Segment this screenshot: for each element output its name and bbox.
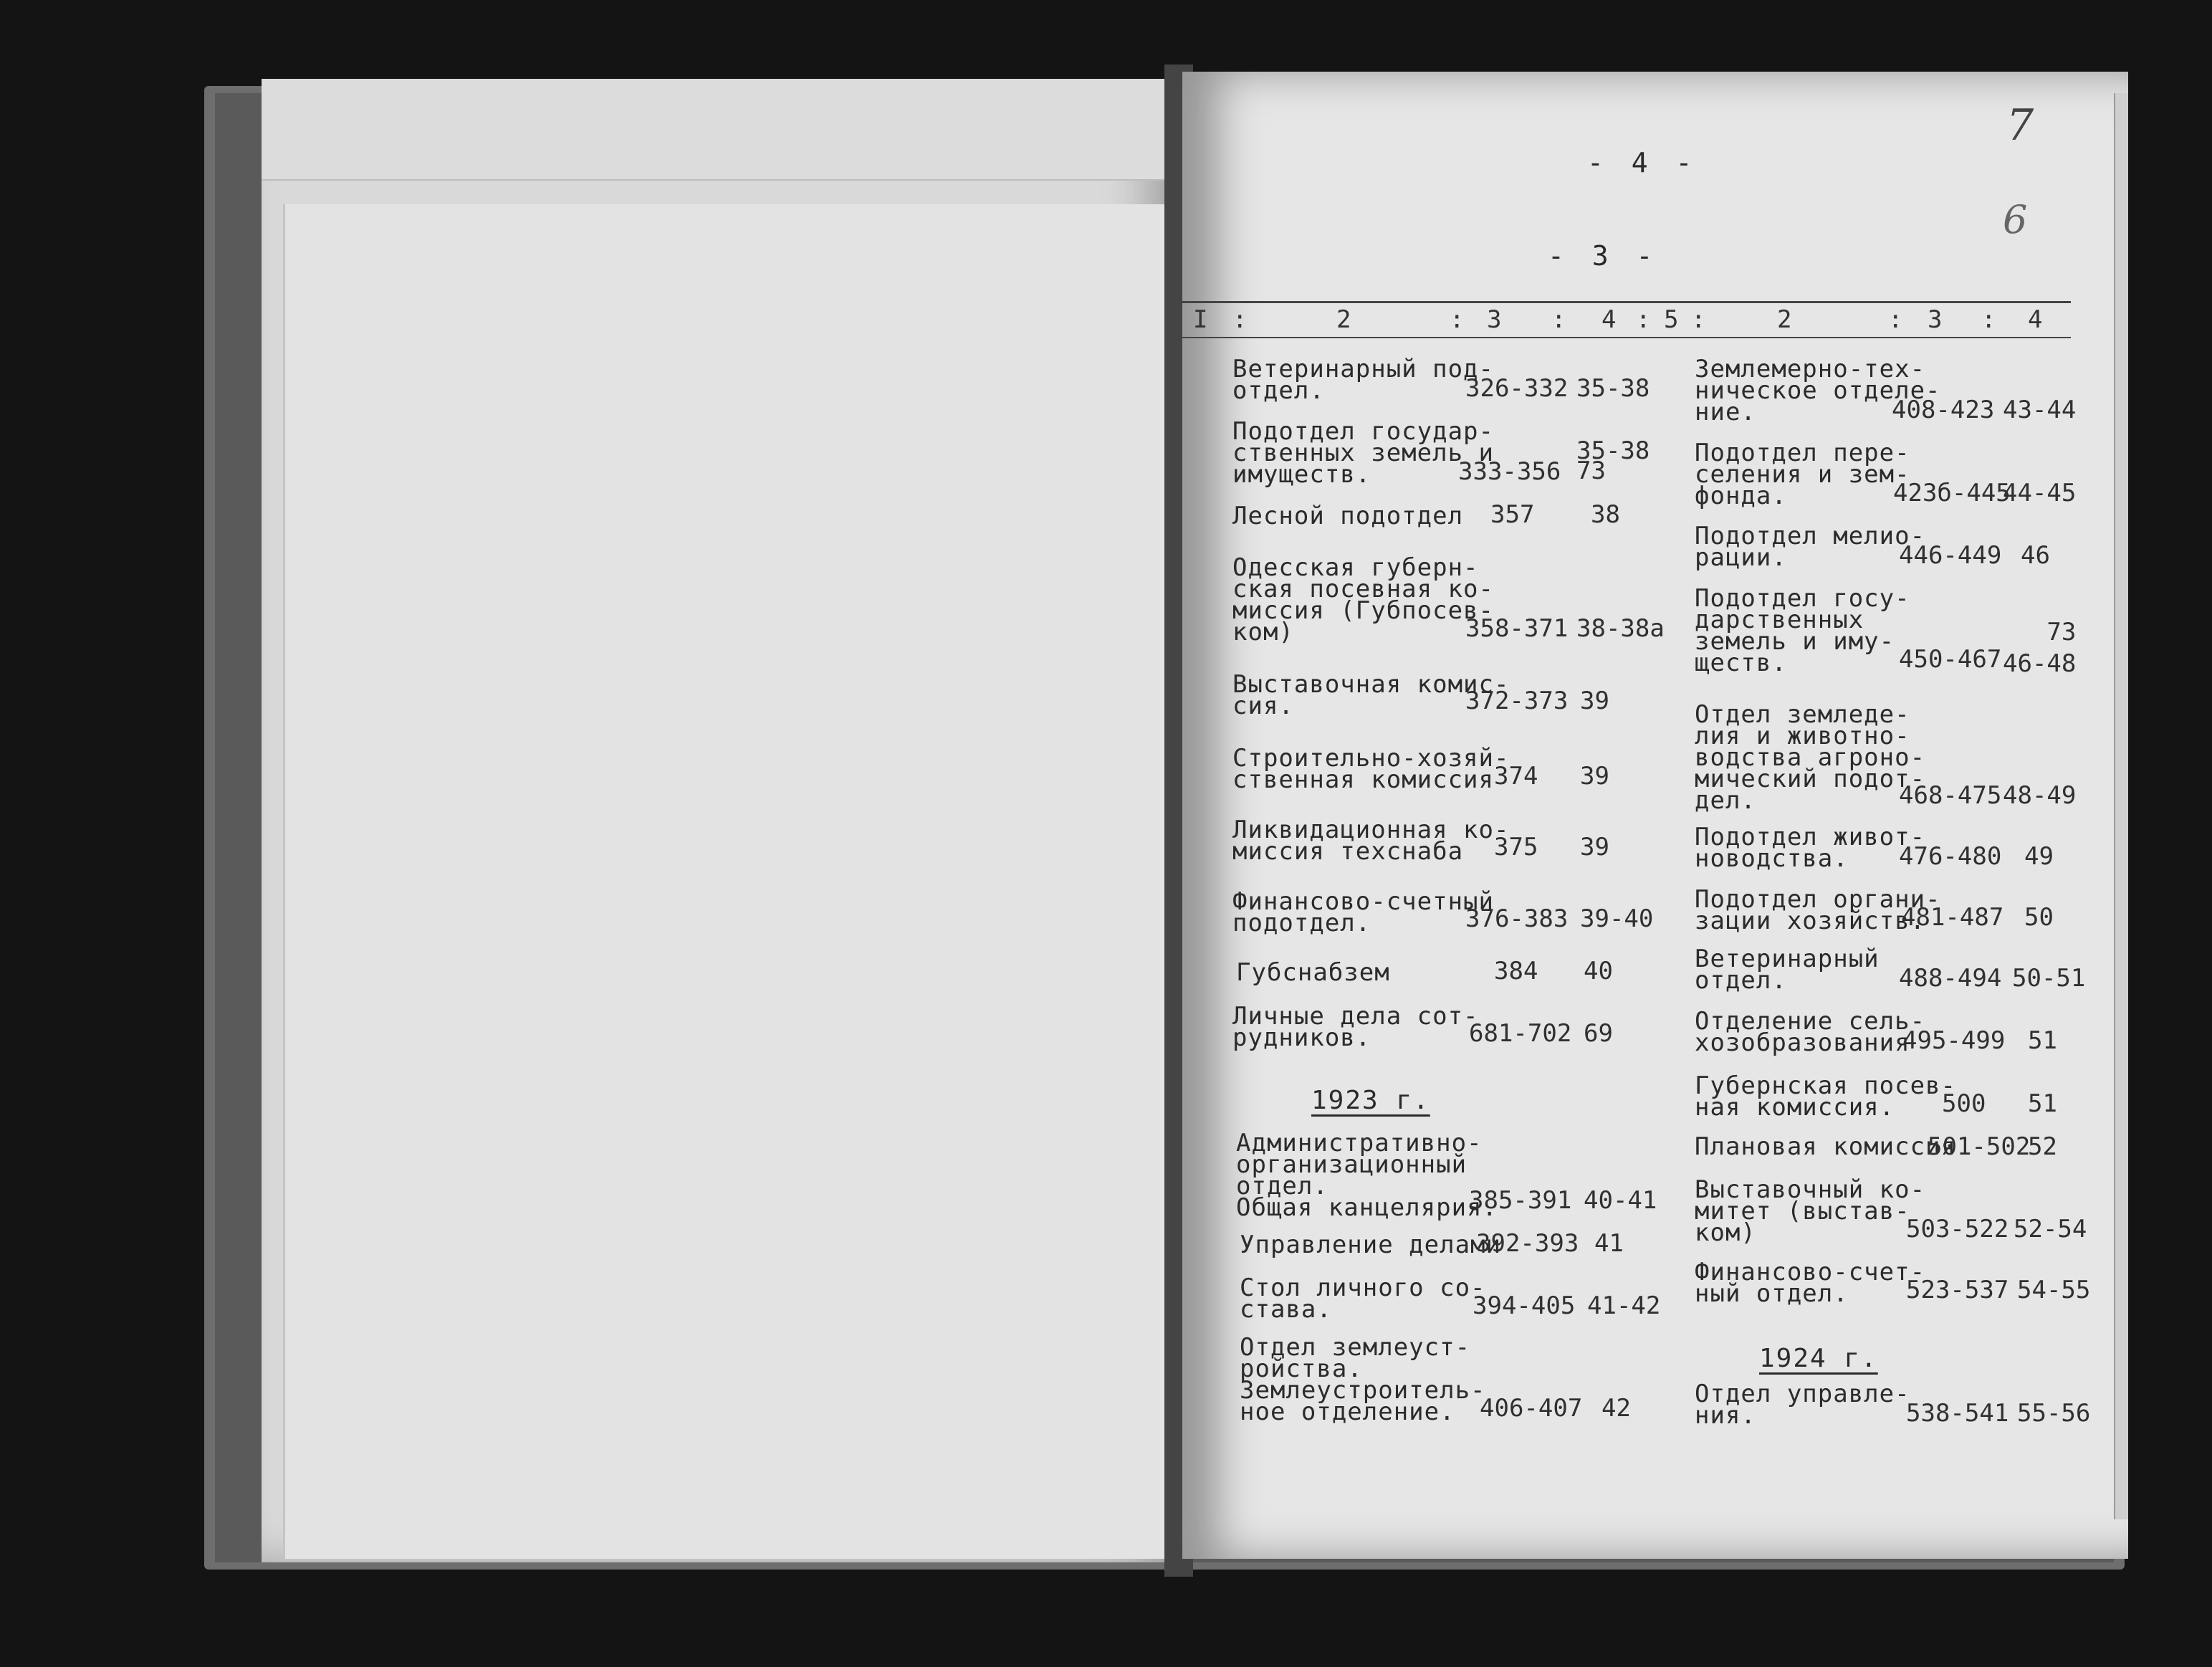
entry-cases: 394-405: [1473, 1291, 1576, 1320]
page-number-lower: - 3 -: [1548, 240, 1659, 272]
entry-sheets: 43-44: [2003, 396, 2077, 424]
entry-cases: 372-373: [1465, 687, 1569, 715]
entry-name: Подотдел органи- зации хозяйств.: [1695, 885, 1941, 935]
entry-cases: 500: [1942, 1089, 1986, 1118]
entry-name: Лесной подотдел: [1232, 502, 1464, 530]
entry-cases: 333-356: [1458, 457, 1561, 486]
entry-cases: 523-537: [1906, 1276, 2009, 1304]
entry-sheets: 42: [1601, 1394, 1631, 1423]
entry-name: Административно- организационный отдел. Общая канцелярия.: [1236, 1129, 1498, 1222]
entry-sheets: 49: [2024, 842, 2054, 871]
entry-sheets: 46: [2021, 541, 2050, 570]
entry-sheets: 39: [1580, 833, 1609, 861]
entry-sheets: 52: [2028, 1132, 2057, 1161]
entry-cases: 376-383: [1465, 904, 1569, 933]
entry-name: Отдел землеуст- ройства. Землеустроитель- ное отделение.: [1240, 1333, 1486, 1426]
entry-name: Ликвидационная ко- миссия техснаба: [1232, 816, 1510, 866]
entry-sheets: 52-54: [2014, 1215, 2087, 1243]
entry-cases: 488-494: [1899, 964, 2002, 993]
entry-sheets: 54-55: [2017, 1276, 2091, 1304]
col-header-sep: :: [1636, 305, 1651, 334]
col-header-5: 5: [1664, 305, 1679, 334]
entry-cases: 374: [1494, 762, 1538, 790]
entry-name: Плановая комиссия: [1695, 1132, 1956, 1161]
entry-cases: 681-702: [1469, 1019, 1572, 1048]
header-rule-top: [1182, 301, 2071, 303]
entry-sheets: 50: [2024, 903, 2054, 932]
entry-cases: 468-475: [1899, 781, 2002, 810]
entry-name: Подотдел госу- дарственных земель и иму- ществ.: [1695, 584, 1910, 677]
entry-name: Подотдел мелио- рации.: [1695, 522, 1926, 572]
col-header-sep: :: [1691, 305, 1706, 334]
entry-sheets: 39-40: [1580, 904, 1654, 933]
entry-sheets: 51: [2028, 1026, 2057, 1055]
year-heading-1923: 1923 г.: [1311, 1086, 1430, 1115]
entry-name: Одесская губерн- ская посевная ко- миссия (Губпосев- ком): [1232, 553, 1494, 646]
entry-cases: 538-541: [1906, 1399, 2009, 1428]
entry-sheets: 38: [1591, 500, 1620, 529]
col-header-sep: :: [1551, 305, 1566, 334]
handwritten-sheet-number-top: 7: [2006, 100, 2034, 151]
col-header-4: 4: [1601, 305, 1617, 334]
entry-cases: 503-522: [1906, 1215, 2009, 1243]
entry-cases: 501-502: [1928, 1132, 2031, 1161]
right-page-edge: [2114, 93, 2128, 1519]
entry-name: Личные дела сот- рудников.: [1232, 1002, 1479, 1052]
col-header-sep: :: [1888, 305, 1903, 334]
entry-cases: 481-487: [1901, 903, 2004, 932]
left-page-inner-sheet: [283, 204, 1177, 1559]
col-header-3: 3: [1487, 305, 1502, 334]
header-rule-bottom: [1182, 337, 2071, 338]
entry-name: Отделение сель- хозобразования: [1695, 1007, 1926, 1057]
page-number-upper: - 4 -: [1587, 147, 1698, 178]
entry-sheets: 39: [1580, 762, 1609, 790]
entry-cases: 406-407: [1480, 1394, 1583, 1423]
entry-name: Подотдел живот- новодства.: [1695, 823, 1926, 873]
entry-cases: 384: [1494, 957, 1538, 985]
entry-cases: 357: [1490, 500, 1535, 529]
entry-sheets: 69: [1584, 1019, 1613, 1048]
entry-name: Выставочная комис- сия.: [1232, 670, 1510, 720]
entry-name: Выставочный ко- митет (выстав- ком): [1695, 1175, 1926, 1247]
col-header-2: 2: [1336, 305, 1351, 334]
entry-name: Подотдел государ- ственных земель и имуществ.: [1232, 417, 1494, 489]
entry-name: Отдел управле- ния.: [1695, 1380, 1910, 1430]
entry-name: Губснабзем: [1236, 958, 1390, 987]
entry-name: Управление делами: [1240, 1231, 1501, 1259]
entry-cases: 495-499: [1902, 1026, 2006, 1055]
col-header-2b: 2: [1777, 305, 1792, 334]
entry-cases: 375: [1494, 833, 1538, 861]
entry-sheets: 50-51: [2012, 964, 2086, 993]
col-header-sep: :: [1450, 305, 1465, 334]
entry-cases: 423б-445: [1893, 479, 2011, 507]
entry-name: Стол личного со- става.: [1240, 1274, 1486, 1324]
entry-sheets: 38-38а: [1576, 614, 1665, 643]
entry-name: Финансово-счетный подотдел.: [1232, 887, 1494, 937]
entry-cases: 392-393: [1476, 1229, 1579, 1258]
entry-name: Землемерно-тех- ническое отделе- ние.: [1695, 355, 1941, 426]
entry-cases: 408-423: [1892, 396, 1995, 424]
entry-sheets: 35-38: [1576, 374, 1650, 403]
entry-sheets: 41: [1594, 1229, 1624, 1258]
entry-cases: 476-480: [1899, 842, 2002, 871]
entry-sheets: 55-56: [2017, 1399, 2091, 1428]
entry-name: Ветеринарный под- отдел.: [1232, 355, 1494, 405]
year-heading-1924: 1924 г.: [1759, 1344, 1878, 1373]
entry-cases: 385-391: [1469, 1186, 1572, 1215]
entry-sheets: 48-49: [2003, 781, 2077, 810]
col-header-sep: :: [1232, 305, 1248, 334]
entry-sheets: 40: [1584, 957, 1613, 985]
entry-sheets: 39: [1580, 687, 1609, 715]
col-header-1: I: [1193, 305, 1208, 334]
entry-name: Ветеринарный отдел.: [1695, 945, 1880, 995]
entry-sheets: 35-38 73: [1576, 436, 1650, 485]
entry-sheets: 40-41: [1584, 1186, 1657, 1215]
entry-sheets: 41-42: [1587, 1291, 1661, 1320]
entry-cases: 450-467: [1899, 645, 2002, 674]
entry-sheets: 44-45: [2003, 479, 2077, 507]
col-header-sep: :: [1981, 305, 1996, 334]
entry-name: Финансово-счет- ный отдел.: [1695, 1258, 1926, 1308]
entry-name: Отдел земледе- лия и животно- водства агроно- мический подот- дел.: [1695, 700, 1926, 815]
handwritten-sheet-number-second: 6: [2003, 197, 2028, 242]
entry-sheets: 51: [2028, 1089, 2057, 1118]
entry-cases: 358-371: [1465, 614, 1569, 643]
entry-cases: 446-449: [1899, 541, 2002, 570]
entry-sheets: 73 46-48: [2003, 618, 2077, 678]
col-header-4b: 4: [2028, 305, 2043, 334]
left-page-top-strip: [262, 79, 1175, 181]
entry-name: Губернская посев- ная комиссия.: [1695, 1071, 1956, 1122]
entry-name: Подотдел пере- селения и зем- фонда.: [1695, 439, 1910, 510]
col-header-3b: 3: [1928, 305, 1943, 334]
entry-cases: 326-332: [1465, 374, 1569, 403]
entry-name: Строительно-хозяй- ственная комиссия: [1232, 744, 1510, 794]
